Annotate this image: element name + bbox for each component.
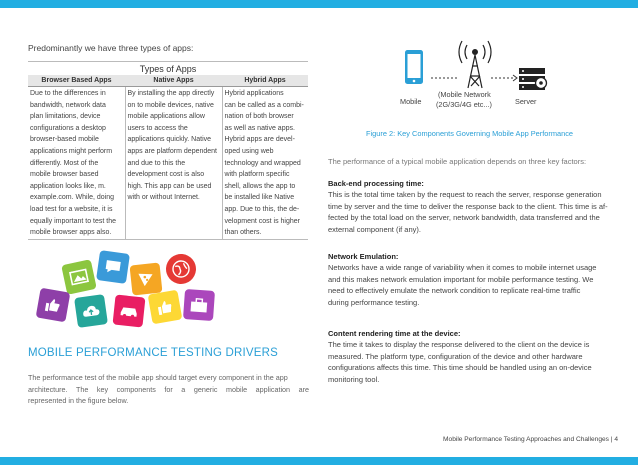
performance-intro: The performance of a typical mobile application depends on three key factors: bbox=[328, 157, 587, 166]
factor-network-emulation bbox=[328, 252, 618, 308]
table-cell-line: application looks like, m. bbox=[30, 182, 106, 190]
factor-content-rendering bbox=[328, 329, 618, 385]
table-cell-line: applications quickly. Native bbox=[127, 136, 212, 144]
diagram-graphics bbox=[395, 38, 595, 98]
bottom-accent-bar bbox=[0, 457, 638, 465]
factor-body bbox=[328, 339, 618, 385]
car-icon bbox=[113, 295, 146, 328]
native-apps-cell bbox=[125, 87, 222, 240]
briefcase-icon bbox=[183, 289, 215, 321]
table-title: Types of Apps bbox=[28, 62, 308, 76]
table-cell-line: bandwidth, network data bbox=[30, 101, 106, 109]
table-cell-line: mobile applications allow bbox=[127, 113, 205, 121]
gallery-icon bbox=[61, 259, 97, 295]
factor-line: monitoring tool. bbox=[328, 374, 380, 384]
table-cell-line: example.com. While, doing bbox=[30, 194, 115, 202]
table-cell-line: high. This app can be used bbox=[127, 182, 212, 190]
factor-line: need to effectively emulate the network condition to replicate real-time traffic bbox=[328, 286, 581, 296]
table-cell-line: and due to this the bbox=[127, 159, 186, 167]
factor-line: This is the total time taken by the request to reach the server, response generation bbox=[328, 190, 602, 199]
factor-body bbox=[328, 262, 618, 308]
header-hybrid-apps: Hybrid Apps bbox=[222, 75, 308, 87]
drivers-line: The performance test of the mobile app should target every component in the app bbox=[28, 373, 288, 382]
chat-icon bbox=[96, 250, 130, 284]
app-tiles-illustration bbox=[38, 252, 218, 332]
table-cell-line: users to access the bbox=[127, 124, 188, 132]
figure-caption: Figure 2: Key Components Governing Mobile App Performance bbox=[366, 129, 574, 138]
table-cell-line: shell, allows the app to bbox=[224, 182, 296, 190]
factor-line: The time it takes to display the response delivered to the client on the device is bbox=[328, 340, 590, 349]
factor-line: Networks have a wide range of variability when it comes to mobile internet usage bbox=[328, 263, 597, 272]
network-label-line1: (Mobile Network bbox=[438, 90, 491, 99]
network-tower-icon bbox=[459, 41, 491, 88]
table-cell-line: with or without Internet. bbox=[127, 194, 200, 202]
browser-apps-cell bbox=[28, 87, 125, 240]
table-cell-line: Hybrid apps are devel- bbox=[224, 136, 295, 144]
factor-backend-processing bbox=[328, 179, 618, 235]
table-cell-line: than others. bbox=[224, 229, 262, 237]
table-cell-line: apps are platform dependent bbox=[127, 147, 218, 155]
table-cell-line: with platform specific bbox=[224, 171, 290, 179]
globe-icon bbox=[165, 253, 198, 286]
table-cell-line: nation of both browser bbox=[224, 113, 294, 121]
table-cell-line: on to mobile devices, native bbox=[127, 101, 214, 109]
table-cell-line: velopment cost is higher bbox=[224, 217, 300, 225]
table-cell-line: oped using web bbox=[224, 147, 274, 155]
cloud-upload-icon bbox=[74, 294, 108, 328]
table-cell-line: can be called as a combi- bbox=[224, 101, 304, 109]
table-cell-line: differently. Most of the bbox=[30, 159, 99, 167]
factor-line: during performance testing. bbox=[328, 297, 420, 307]
factor-title: Content rendering time at the device: bbox=[328, 329, 461, 338]
table-cell-line: configurations a desktop bbox=[30, 124, 106, 132]
table-cell-line: mobile browser apps also. bbox=[30, 229, 112, 237]
table-cell-line: Due to the differences in bbox=[30, 90, 106, 97]
factor-line: time by server and the time to deliver the response back to the client. This time is af- bbox=[328, 201, 608, 211]
table-cell-line: By installing the app directly bbox=[127, 90, 215, 97]
table-cell-line: development cost is also bbox=[127, 171, 205, 179]
table-cell-line: plan limitations, device bbox=[30, 113, 101, 121]
table-cell-line: as well as native apps. bbox=[224, 124, 295, 132]
mobile-phone-icon bbox=[405, 50, 423, 84]
factor-line: configurations affects this time. This time should be handled using an on-device bbox=[328, 363, 592, 373]
table-cell-line: be installed like Native bbox=[224, 194, 295, 202]
network-label-line2: (2G/3G/4G etc...) bbox=[436, 100, 492, 109]
factor-line: and this makes network emulation important for mobile performance testing. We bbox=[328, 274, 594, 284]
factor-title: Back-end processing time: bbox=[328, 179, 424, 188]
server-icon bbox=[519, 68, 547, 90]
factor-line: external component (if any). bbox=[328, 224, 421, 234]
mobile-label: Mobile bbox=[400, 97, 422, 106]
key-components-diagram bbox=[395, 38, 595, 113]
server-label: Server bbox=[515, 97, 537, 106]
factor-title: Network Emulation: bbox=[328, 252, 399, 261]
factor-line: fected by the total load on the server, network bandwidth, data transferred and the bbox=[328, 213, 600, 223]
table-cell-line: app. Due to this, the de- bbox=[224, 205, 300, 213]
drivers-text bbox=[28, 372, 309, 407]
table-cell-line: browser-based mobile bbox=[30, 136, 99, 144]
table-cell-line: technology and wrapped bbox=[224, 159, 301, 167]
drivers-line: represented in the figure below. bbox=[28, 396, 129, 405]
thumbs-up-icon bbox=[148, 290, 183, 325]
table-cell-line: applications might perform bbox=[30, 147, 113, 155]
page-footer: Mobile Performance Testing Approaches and Challenges | 4 bbox=[443, 436, 618, 443]
drivers-heading: MOBILE PERFORMANCE TESTING DRIVERS bbox=[28, 347, 279, 359]
drivers-line: architecture. The key components for a generic mobile application are bbox=[28, 384, 309, 394]
thumbs-up-icon bbox=[36, 288, 71, 323]
apps-types-table bbox=[28, 61, 308, 240]
table-cell-line: Hybrid applications bbox=[224, 90, 284, 97]
hybrid-apps-cell bbox=[222, 87, 308, 240]
factor-body bbox=[328, 189, 618, 235]
table-cell-line: equally important to test the bbox=[30, 217, 116, 225]
factor-line: measured. The platform type, configuration of the device and other hardware bbox=[328, 351, 583, 361]
table-cell-line: mobile browser based bbox=[30, 171, 99, 179]
pizza-icon bbox=[130, 263, 163, 296]
header-browser-apps: Browser Based Apps bbox=[28, 75, 125, 87]
intro-text: Predominantly we have three types of apps: bbox=[28, 43, 194, 53]
header-native-apps: Native Apps bbox=[125, 75, 222, 87]
table-cell-line: load test for a website, it is bbox=[30, 205, 113, 213]
top-accent-bar bbox=[0, 0, 638, 8]
